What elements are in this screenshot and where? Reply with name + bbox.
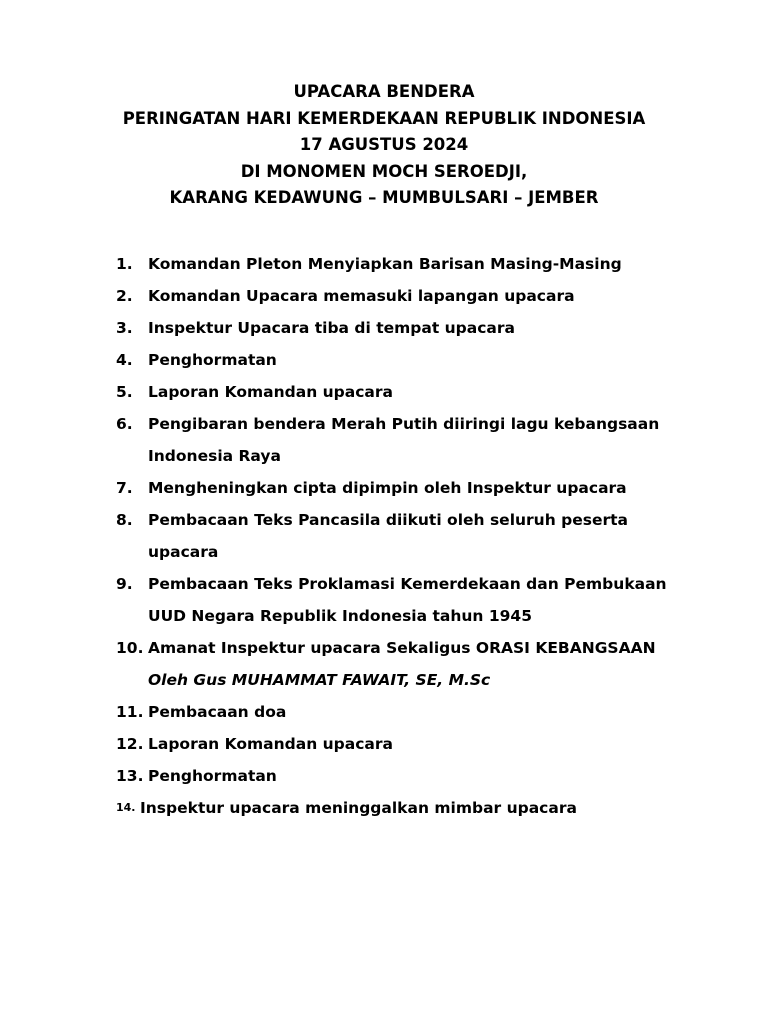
agenda-item-text: Pembacaan Teks Proklamasi Kemerdekaan dan Pembukaan — [148, 575, 667, 593]
agenda-item-text: Inspektur Upacara tiba di tempat upacara — [148, 319, 515, 337]
agenda-item — [0, 472, 768, 504]
agenda-item-text: Komandan Pleton Menyiapkan Barisan Masing-Masing — [148, 255, 622, 273]
agenda-item-speaker: Oleh Gus MUHAMMAT FAWAIT, SE, M.Sc — [148, 671, 491, 689]
agenda-item-text-continued: Indonesia Raya — [148, 447, 281, 465]
agenda-item-number: 10. — [116, 639, 144, 657]
agenda-item-text: Pengibaran bendera Merah Putih diiringi lagu kebangsaan — [148, 415, 660, 433]
agenda-item-text: Mengheningkan cipta dipimpin oleh Inspektur upacara — [148, 479, 627, 497]
agenda-item — [0, 280, 768, 312]
agenda-item-text: Inspektur upacara meninggalkan mimbar upacara — [140, 799, 577, 817]
agenda-item — [0, 376, 768, 408]
agenda-item — [0, 792, 768, 824]
agenda-item — [0, 408, 768, 472]
agenda-item-text-continued: UUD Negara Republik Indonesia tahun 1945 — [148, 607, 532, 625]
agenda-item-text: Penghormatan — [148, 767, 277, 785]
agenda-item-number: 4. — [116, 351, 133, 369]
agenda-item-number: 5. — [116, 383, 133, 401]
agenda-item-number: 1. — [116, 255, 133, 273]
agenda-item-text: Pembacaan doa — [148, 703, 287, 721]
heading-line-date: 17 AGUSTUS 2024 — [299, 135, 469, 154]
agenda-item — [0, 344, 768, 376]
agenda-item — [0, 312, 768, 344]
heading-line-title: UPACARA BENDERA — [293, 82, 475, 101]
agenda-item-number: 14. — [116, 801, 136, 814]
agenda-item — [0, 760, 768, 792]
agenda-item — [0, 632, 768, 696]
agenda-item-text-continued: upacara — [148, 543, 219, 561]
heading-line-venue: DI MONOMEN MOCH SEROEDJI, — [240, 161, 528, 181]
agenda-item — [0, 696, 768, 728]
agenda-item-number: 3. — [116, 319, 133, 337]
agenda-item-text: Amanat Inspektur upacara Sekaligus ORASI KEBANGSAAN — [148, 639, 656, 657]
agenda-list — [0, 248, 768, 824]
agenda-item-text: Komandan Upacara memasuki lapangan upacara — [148, 287, 575, 305]
document-heading — [0, 79, 768, 212]
agenda-item-number: 11. — [116, 703, 144, 721]
agenda-item-number: 13. — [116, 767, 144, 785]
heading-line-event: PERINGATAN HARI KEMERDEKAAN REPUBLIK INDONESIA — [122, 108, 646, 128]
agenda-item-number: 7. — [116, 479, 133, 497]
agenda-item-number: 9. — [116, 575, 133, 593]
agenda-item-text: Laporan Komandan upacara — [148, 383, 393, 401]
agenda-item — [0, 248, 768, 280]
agenda-item — [0, 728, 768, 760]
agenda-item-number: 6. — [116, 415, 133, 433]
agenda-item-text: Pembacaan Teks Pancasila diikuti oleh seluruh peserta — [148, 511, 629, 529]
heading-line-location: KARANG KEDAWUNG – MUMBULSARI – JEMBER — [169, 188, 599, 207]
agenda-item-number: 8. — [116, 511, 133, 529]
agenda-item — [0, 504, 768, 568]
agenda-item-text: Penghormatan — [148, 351, 277, 369]
agenda-item-text: Laporan Komandan upacara — [148, 735, 393, 753]
agenda-item-number: 2. — [116, 287, 133, 305]
agenda-item-number: 12. — [116, 735, 144, 753]
agenda-item — [0, 568, 768, 632]
